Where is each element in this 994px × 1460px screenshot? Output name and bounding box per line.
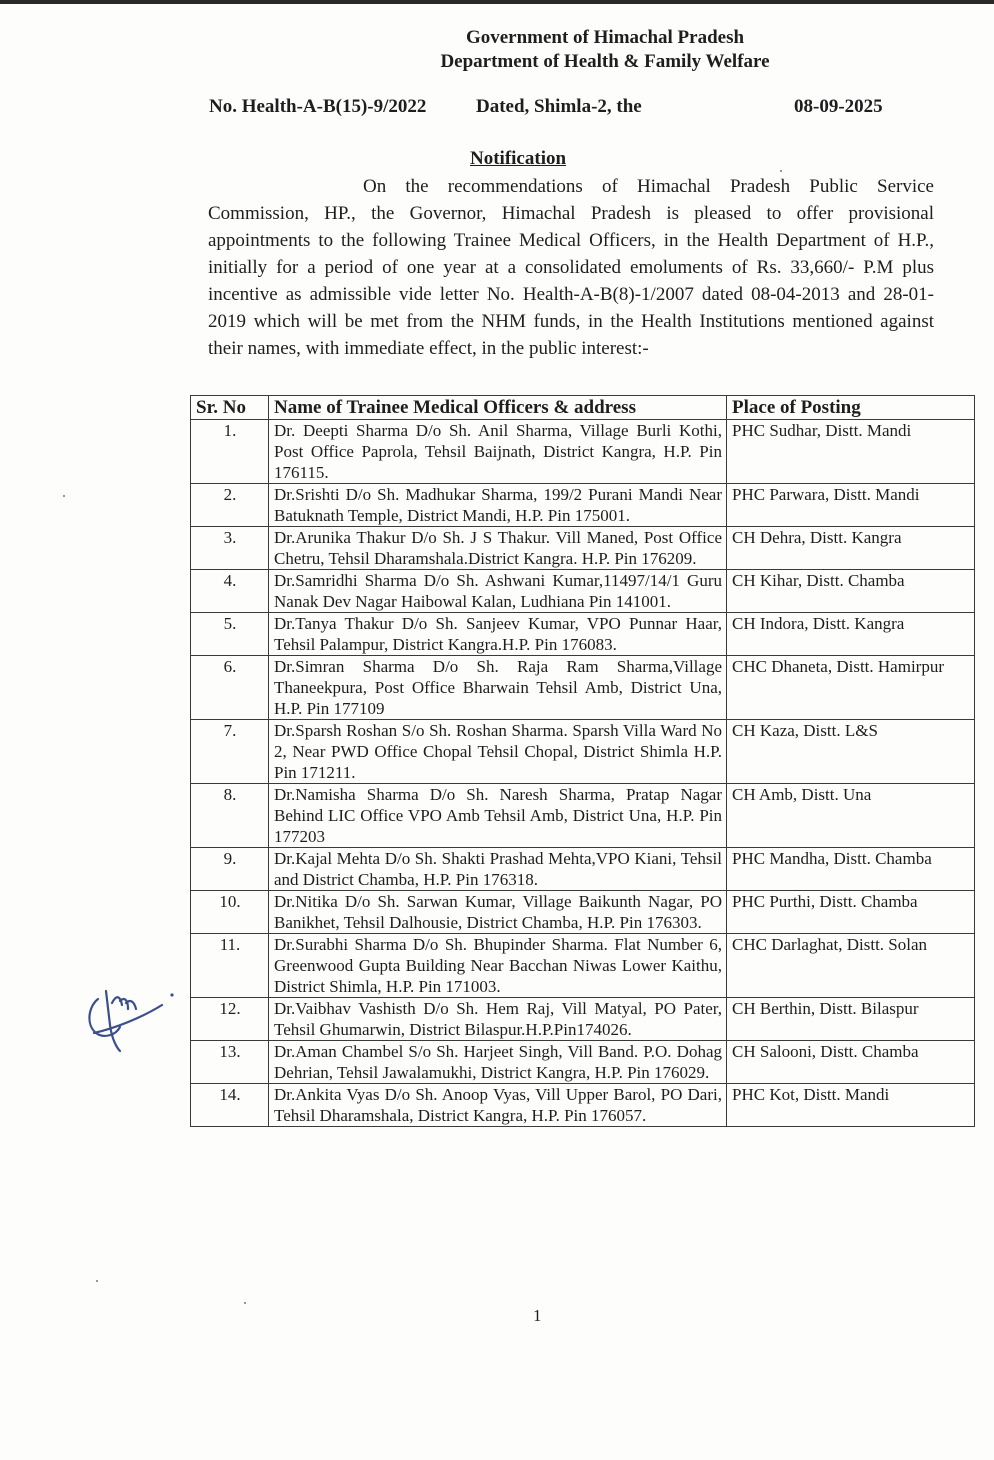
- table-row: [191, 656, 975, 720]
- sr-no: 11.: [191, 934, 269, 998]
- table-row: [191, 784, 975, 848]
- place-of-posting: CH Indora, Distt. Kangra: [727, 613, 975, 656]
- appointments-table: [190, 395, 975, 1127]
- place-of-posting: PHC Parwara, Distt. Mandi: [727, 484, 975, 527]
- notification-title: Notification: [470, 148, 567, 169]
- officer-name-address: Dr.Simran Sharma D/o Sh. Raja Ram Sharma,Village Thaneekpura, Post Office Bharwain Tehsil Amb, District Una, H.P. Pin 177109: [269, 656, 727, 720]
- table-row: [191, 613, 975, 656]
- sr-no: 4.: [191, 570, 269, 613]
- sr-no: 2.: [191, 484, 269, 527]
- place-of-posting: CHC Dhaneta, Distt. Hamirpur: [727, 656, 975, 720]
- table-row: [191, 848, 975, 891]
- officer-name-address: Dr.Namisha Sharma D/o Sh. Naresh Sharma, Pratap Nagar Behind LIC Office VPO Amb Tehsil Amb, District Una, H.P. Pin 177203: [269, 784, 727, 848]
- place-of-posting: CH Salooni, Distt. Chamba: [727, 1041, 975, 1084]
- officer-name-address: Dr.Tanya Thakur D/o Sh. Sanjeev Kumar, VPO Punnar Haar, Tehsil Palampur, District Kangra.H.P. Pin 176083.: [269, 613, 727, 656]
- sr-no: 13.: [191, 1041, 269, 1084]
- place-of-posting: PHC Sudhar, Distt. Mandi: [727, 420, 975, 484]
- table-row: [191, 934, 975, 998]
- place-of-posting: CH Dehra, Distt. Kangra: [727, 527, 975, 570]
- officer-name-address: Dr.Srishti D/o Sh. Madhukar Sharma, 199/2 Purani Mandi Near Batuknath Temple, District Mandi, H.P. Pin 175001.: [269, 484, 727, 527]
- sr-no: 14.: [191, 1084, 269, 1127]
- sr-no: 3.: [191, 527, 269, 570]
- place-of-posting: CH Kaza, Distt. L&S: [727, 720, 975, 784]
- header-sr-no: Sr. No: [191, 396, 269, 420]
- table-row: [191, 1084, 975, 1127]
- officer-name-address: Dr.Samridhi Sharma D/o Sh. Ashwani Kumar,11497/14/1 Guru Nanak Dev Nagar Haibowal Kalan, Ludhiana Pin 141001.: [269, 570, 727, 613]
- table-row: [191, 527, 975, 570]
- sr-no: 7.: [191, 720, 269, 784]
- officer-name-address: Dr.Arunika Thakur D/o Sh. J S Thakur. Vill Maned, Post Office Chetru, Tehsil Dharamshala.District Kangra. H.P. Pin 176209.: [269, 527, 727, 570]
- sr-no: 10.: [191, 891, 269, 934]
- officer-name-address: Dr.Kajal Mehta D/o Sh. Shakti Prashad Mehta,VPO Kiani, Tehsil and District Chamba, H.P. Pin 176318.: [269, 848, 727, 891]
- officer-name-address: Dr.Nitika D/o Sh. Sarwan Kumar, Village Baikunth Nagar, PO Banikhet, Tehsil Dalhousie, District Chamba, H.P. Pin 176303.: [269, 891, 727, 934]
- place-of-posting: PHC Mandha, Distt. Chamba: [727, 848, 975, 891]
- dated-label: Dated, Shimla-2, the: [476, 96, 642, 117]
- officer-name-address: Dr.Ankita Vyas D/o Sh. Anoop Vyas, Vill Upper Barol, PO Dari, Tehsil Dharamshala, District Kangra, H.P. Pin 176057.: [269, 1084, 727, 1127]
- officer-name-address: Dr.Surabhi Sharma D/o Sh. Bhupinder Sharma. Flat Number 6, Greenwood Gupta Building Near Bacchan Niwas Lower Kaithu, District Shimla, H.P. Pin 171003.: [269, 934, 727, 998]
- officer-name-address: Dr.Vaibhav Vashisth D/o Sh. Hem Raj, Vill Matyal, PO Pater, Tehsil Ghumarwin, District Bilaspur.H.P.Pin174026.: [269, 998, 727, 1041]
- scan-speck: [244, 1302, 246, 1304]
- table-row: [191, 891, 975, 934]
- reference-number: No. Health-A-B(15)-9/2022: [209, 96, 427, 117]
- officer-name-address: Dr.Sparsh Roshan S/o Sh. Roshan Sharma. Sparsh Villa Ward No 2, Near PWD Office Chopal Tehsil Chopal, District Shimla H.P. Pin 171211.: [269, 720, 727, 784]
- place-of-posting: PHC Kot, Distt. Mandi: [727, 1084, 975, 1127]
- document-header: [0, 26, 994, 74]
- place-of-posting: CH Berthin, Distt. Bilaspur: [727, 998, 975, 1041]
- sr-no: 8.: [191, 784, 269, 848]
- sr-no: 6.: [191, 656, 269, 720]
- header-place-of-posting: Place of Posting: [727, 396, 975, 420]
- table-row: [191, 570, 975, 613]
- page-number: 1: [533, 1306, 542, 1325]
- officer-name-address: Dr.Aman Chambel S/o Sh. Harjeet Singh, Vill Band. P.O. Dohag Dehrian, Tehsil Jawalamukhi, District Kangra, H.P. Pin 176029.: [269, 1041, 727, 1084]
- table-row: [191, 484, 975, 527]
- header-name-address: Name of Trainee Medical Officers & address: [269, 396, 727, 420]
- signature-icon: [80, 985, 180, 1055]
- government-title: Government of Himachal Pradesh: [465, 27, 745, 48]
- scan-speck: [63, 495, 65, 497]
- reference-date: 08-09-2025: [794, 96, 883, 117]
- table-row: [191, 720, 975, 784]
- table-header-row: [191, 396, 975, 420]
- place-of-posting: CHC Darlaghat, Distt. Solan: [727, 934, 975, 998]
- signature-mark: [80, 985, 180, 1055]
- department-title: Department of Health & Family Welfare: [440, 51, 770, 72]
- place-of-posting: CH Kihar, Distt. Chamba: [727, 570, 975, 613]
- top-edge-band: [0, 0, 994, 4]
- place-of-posting: PHC Purthi, Distt. Chamba: [727, 891, 975, 934]
- sr-no: 9.: [191, 848, 269, 891]
- notification-body: On the recommendations of Himachal Pradesh Public Service Commission, HP., the Governor, Himachal Pradesh is pleased to offer provisional appointments to the following Trainee Medical Officers, in the Health Department of H.P., initially for a period of one year at a consolidated emoluments of Rs. 33,660/- P.M plus incentive as admissible vide letter No. Health-A-B(8)-1/2007 dated 08-04-2013 and 28-01-2019 which will be met from the NHM funds, in the Health Institutions mentioned against their names, with immediate effect, in the public interest:-: [208, 176, 934, 359]
- table-row: [191, 1041, 975, 1084]
- sr-no: 5.: [191, 613, 269, 656]
- sr-no: 1.: [191, 420, 269, 484]
- sr-no: 12.: [191, 998, 269, 1041]
- scan-speck: [96, 1280, 98, 1282]
- officer-name-address: Dr. Deepti Sharma D/o Sh. Anil Sharma, Village Burli Kothi, Post Office Paprola, Tehsil Baijnath, District Kangra, H.P. Pin 176115.: [269, 420, 727, 484]
- scan-speck: [780, 170, 782, 172]
- table-row: [191, 420, 975, 484]
- table-row: [191, 998, 975, 1041]
- place-of-posting: CH Amb, Distt. Una: [727, 784, 975, 848]
